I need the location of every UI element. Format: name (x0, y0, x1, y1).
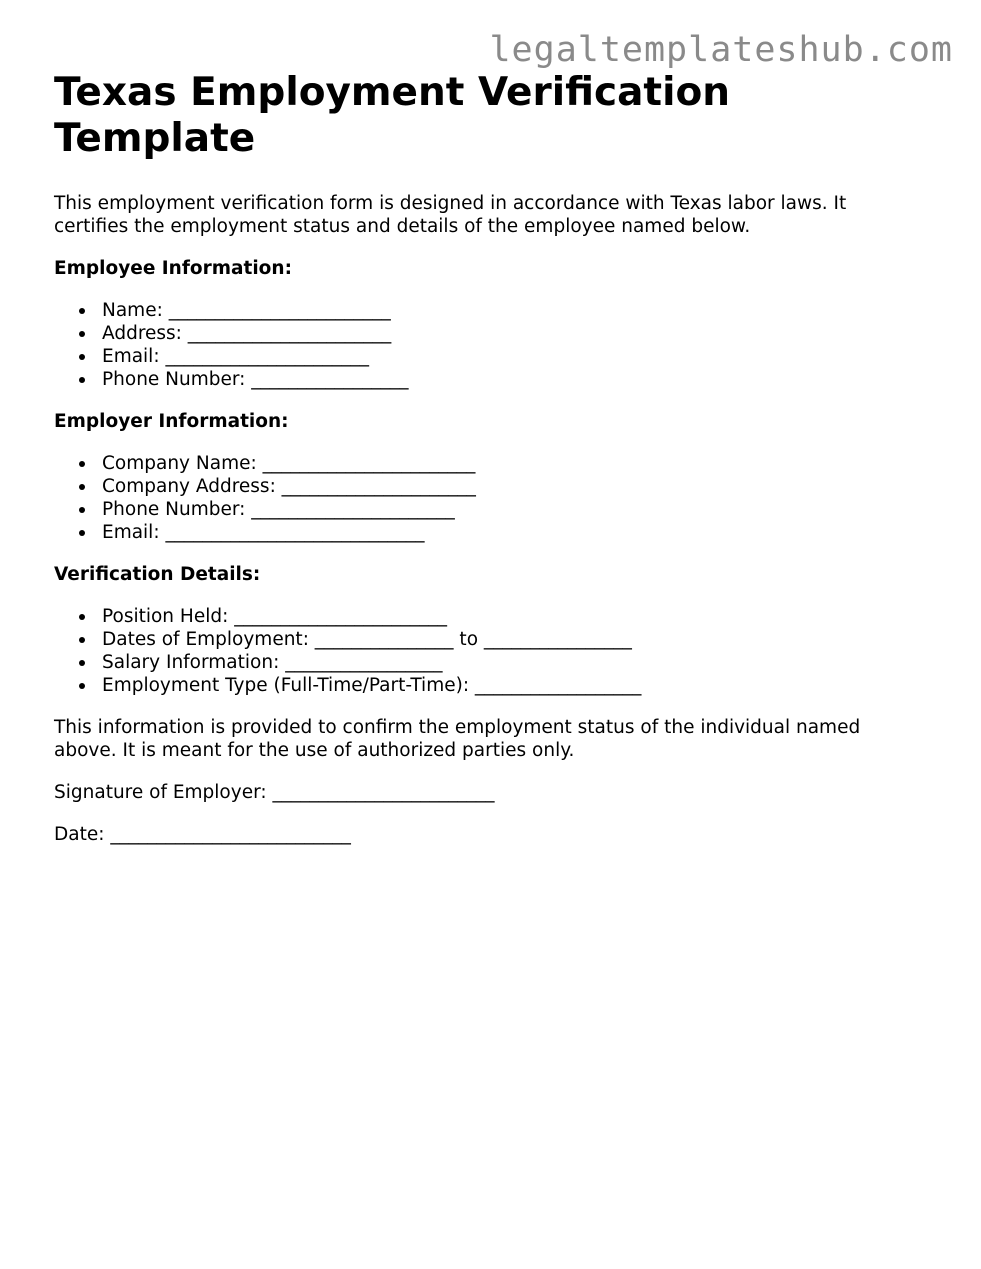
document-body (54, 70, 934, 846)
verification-section-heading: Verification Details: (54, 564, 261, 585)
list-item-employee-address: Address: ______________________ (102, 322, 934, 345)
watermark-text: legaltemplateshub.com (489, 30, 953, 70)
employer-section-heading: Employer Information: (54, 411, 289, 432)
list-item-employer-email: Email: ____________________________ (102, 521, 934, 544)
list-item-company-address: Company Address: _____________________ (102, 475, 934, 498)
list-item-salary-information: Salary Information: _________________ (102, 651, 934, 674)
page-title: Texas Employment Verification Template (54, 70, 731, 161)
list-item-employee-email: Email: ______________________ (102, 345, 934, 368)
list-item-employee-phone: Phone Number: _________________ (102, 368, 934, 391)
employee-info-list (54, 299, 934, 391)
list-item-employee-name: Name: ________________________ (102, 299, 934, 322)
employee-section-heading: Employee Information: (54, 258, 292, 279)
list-item-company-name: Company Name: _______________________ (102, 452, 934, 475)
intro-paragraph: This employment verification form is designed in accordance with Texas labor laws. It certifies the employment status and details of the employee named below. (54, 193, 847, 237)
employer-info-list (54, 452, 934, 544)
list-item-employment-type: Employment Type (Full-Time/Part-Time): __________________ (102, 674, 934, 697)
date-line: Date: __________________________ (54, 824, 351, 845)
list-item-position-held: Position Held: _______________________ (102, 605, 934, 628)
signature-line: Signature of Employer: ________________________ (54, 782, 495, 803)
list-item-employer-phone: Phone Number: ______________________ (102, 498, 934, 521)
list-item-dates-of-employment: Dates of Employment: _______________ to ________________ (102, 628, 934, 651)
verification-details-list (54, 605, 934, 697)
closing-paragraph: This information is provided to confirm the employment status of the individual named above. It is meant for the use of authorized parties only. (54, 717, 861, 761)
